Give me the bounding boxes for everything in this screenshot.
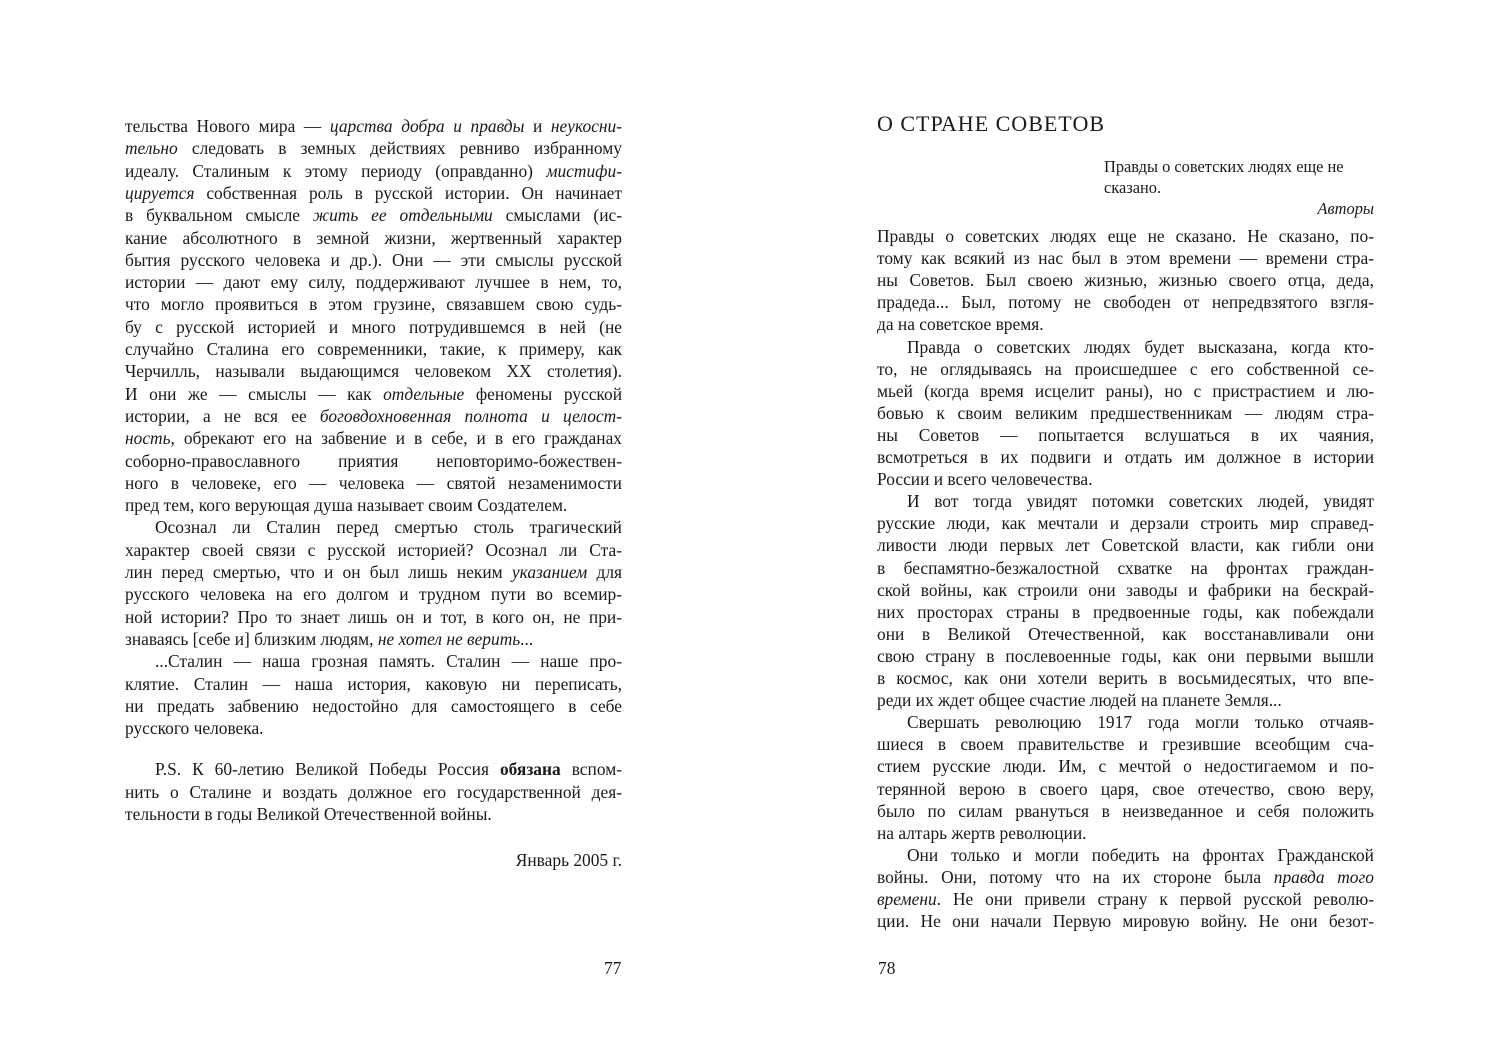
text-line: Правда о советских людях будет высказана, когда кто-	[907, 336, 1374, 357]
text-line: шиеся в своем правительстве и грезившие всеобщим сча-	[877, 734, 1374, 755]
text-line: России и всего человечества.	[877, 469, 1093, 490]
text-line: да на советское время.	[877, 314, 1044, 335]
text-line: идеалу. Сталиным к этому периоду (оправданно) мистифи-	[125, 160, 622, 181]
text-line: то, не оглядываясь на происшедшее с его собственной се-	[877, 358, 1374, 379]
text-line: Они только и могли победить на фронтах Гражданской	[907, 844, 1374, 865]
text-line: Правды о советских людях еще не сказано. Не сказано, по-	[877, 226, 1374, 246]
epigraph-author: Авторы	[1317, 199, 1374, 218]
text-line: лин перед смертью, что и он был лишь неким указанием для	[125, 562, 623, 582]
text-line: мьей (когда время исцелит раны), но с пристрастием и лю-	[877, 380, 1374, 401]
text-line: клятие. Сталин — наша история, каковую ни переписать,	[125, 673, 622, 694]
right-page	[750, 0, 1500, 1061]
text-line: всмотреться в их подвиги и отдать им должное в истории	[877, 447, 1374, 467]
text-line: прадеда... Был, потому не свободен от непредвзятого взгля-	[877, 292, 1374, 313]
text-line: ни предать забвению недостойно для самостоящего в себе	[125, 695, 622, 716]
text-line: тельства Нового мира — царства добра и правды и неукосни-	[125, 116, 622, 136]
text-line: ливости люди первых лет Советской власти, как гибли они	[877, 535, 1374, 556]
text-line: ность, обрекают его на забвение и в себе, и в его гражданах	[125, 428, 622, 449]
text-line: бовью к своим великим предшественникам — людям стра-	[877, 402, 1374, 423]
page-number-right: 78	[878, 958, 896, 978]
text-line: Осознал ли Сталин перед смертью столь трагический	[155, 517, 622, 538]
text-line: реди их ждет общее счастие людей на планете Земля...	[877, 690, 1282, 711]
text-line: P.S. К 60-летию Великой Победы Россия обязана вспом-	[155, 759, 622, 780]
text-line: них просторах страны в предвоенные годы, как побеждали	[877, 601, 1374, 622]
text-line: знаваясь [себе и] близким людям, не хотел не верить...	[125, 628, 534, 649]
text-line: Свершать революцию 1917 года могли только отчаяв-	[907, 712, 1374, 733]
text-line: стием русские люди. Им, с мечтой о недостигаемом и по-	[877, 756, 1374, 777]
text-line: русского человека на его долгом и трудном пути во всемир-	[125, 584, 622, 605]
text-line: И вот тогда увидят потомки советских людей, увидят	[907, 491, 1374, 512]
text-line: ции. Не они начали Первую мировую войну. Не они безот-	[877, 911, 1374, 932]
text-line: ской войны, как строили они заводы и фабрики на бескрай-	[877, 579, 1374, 600]
text-line: характер своей связи с русской историей? Осознал ли Ста-	[125, 539, 622, 560]
epigraph-line: сказано.	[1104, 178, 1162, 197]
epigraph-line: Правды о советских людях еще не	[1104, 157, 1344, 176]
text-line: тельности в годы Великой Отечественной войны.	[125, 804, 492, 824]
text-line: в буквальном смысле жить ее отдельными смыслами (ис-	[125, 205, 623, 226]
text-line: соборно-православного приятия неповторимо-божествен-	[125, 450, 622, 471]
text-line: Черчилль, называли выдающимся человеком XX столетия).	[125, 361, 622, 382]
text-line: русского человека.	[125, 718, 264, 739]
text-line: времени. Не они привели страну к первой русской револю-	[877, 889, 1374, 909]
text-line: ...Сталин — наша грозная память. Сталин — наше про-	[155, 651, 622, 672]
text-line: они в Великой Отечественной, как восстанавливали они	[877, 623, 1374, 644]
text-line: что могло проявиться в этом грузине, связавшем свою судь-	[125, 294, 622, 315]
text-line: терянной верою в своего царя, свое отечество, свою веру,	[877, 778, 1374, 799]
text-line: случайно Сталина его современники, такие, к примеру, как	[125, 339, 622, 359]
date-signature: Январь 2005 г.	[515, 850, 622, 870]
text-line: цируется собственная роль в русской истории. Он начинает	[125, 182, 622, 203]
text-line: тому как всякий из нас был в этом времени — времени стра-	[877, 248, 1374, 269]
text-line: пред тем, кого верующая душа называет своим Создателем.	[125, 495, 568, 516]
page-number-left: 77	[604, 958, 622, 978]
text-line: И они же — смыслы — как отдельные феномены русской	[125, 383, 622, 404]
text-line: истории, а не вся ее боговдохновенная полнота и целост-	[125, 405, 622, 426]
text-line: в беспамятно-безжалостной схватке на фронтах граждан-	[877, 557, 1374, 578]
text-line: кание абсолютного в земной жизни, жертвенный характер	[125, 227, 622, 248]
text-line: истории — дают ему силу, поддерживают лучшее в нем, то,	[125, 272, 622, 293]
text-line: было по силам рвануться в неизведанное и себя положить	[877, 800, 1374, 821]
chapter-heading: О СТРАНЕ СОВЕТОВ	[877, 111, 1106, 136]
text-line: ной истории? Про то знает лишь он и тот, в кого он, не при-	[125, 606, 622, 627]
text-line: ны Советов. Был своею жизнью, жизнью своего отца, деда,	[877, 270, 1374, 291]
text-line: на алтарь жертв революции.	[877, 822, 1087, 843]
text-line: войны. Они, потому что на их стороне была правда того	[877, 866, 1374, 887]
text-line: тельно следовать в земных действиях ревниво избранному	[125, 138, 622, 159]
text-line: русские люди, как мечтали и дерзали строить мир справед-	[877, 513, 1374, 534]
text-line: бу с русской историей и много потрудившемся в ней (не	[125, 316, 622, 337]
text-line: нить о Сталине и воздать должное его государственной дея-	[125, 781, 622, 802]
text-line: ны Советов — попытается вслушаться в их чаяния,	[877, 424, 1374, 445]
text-line: в космос, как они хотели верить в восьмидесятых, что впе-	[877, 668, 1374, 688]
text-line: бытия русского человека и др.). Они — эти смыслы русской	[125, 249, 622, 270]
text-line: свою страну в послевоенные годы, как они первыми вышли	[877, 645, 1374, 666]
text-line: ного в человеке, его — человека — святой незаменимости	[125, 472, 622, 493]
